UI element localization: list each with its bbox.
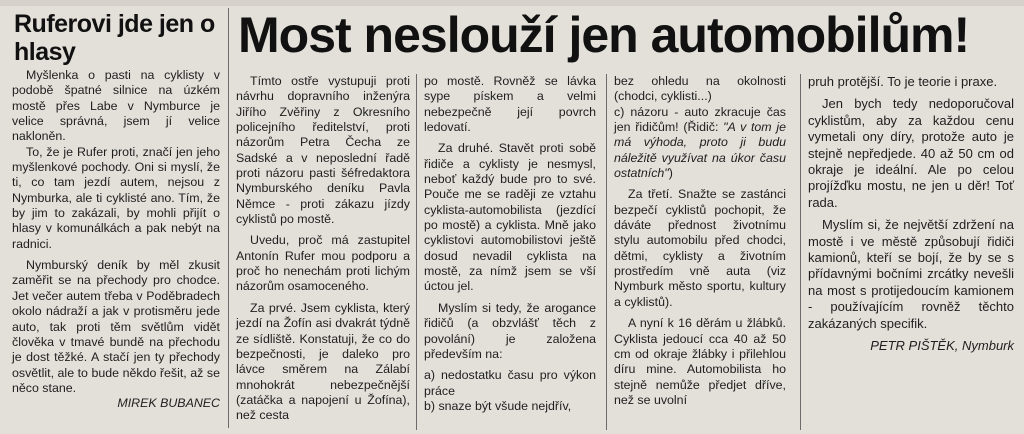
paragraph: To, že je Rufer proti, značí jen jeho myšlenkové pochody. Oni si myslí, že ti, co tam jezdí autem, nejsou z Nymburka, ale ti cyklisté ano. Tím, že by jim to zakázali, by mohli přijít o hlasy v komunálkách a pak nebýt na radnici. [12,144,220,251]
paragraph: Myšlenka o pasti na cyklisty v podobě špatné silnice na úzkém mostě přes Labe v Nymburce je velice správná, jsem jí velice nakloněn. [12,68,220,144]
left-article-signature: MIREK BUBANEC [117,396,220,411]
paragraph: Nymburský deník by měl zkusit zaměřit se na přechody pro chodce. Jet večer autem třeba v Poděbradech okolo nádraží a jak v protisměru jede auto, tak proti těm světlům vidět člověka v tmavé bundě na přechodu je dost těžké. A stačí jen ty přechody osvětlit, ale to bude někdo řešit, až se něco stane. [12,258,220,395]
driver-quote: "A v tom je má výhoda, proto ji budu náležitě využívat na úkor času ostatních" [614,120,786,181]
paragraph: Jen bych tedy nedoporučoval cyklistům, aby za každou cenu vymetali ony díry, protože auto je stejně nepředjede. 40 až 50 cm od okraje je ideální. Ale po celou projížďku mostu, ne jen u děr! Toť rada. [808,96,1014,210]
main-article-column-1 [236,74,410,424]
list-item: b) snaze být všude nejdřív, [424,398,572,413]
paragraph: Za třetí. Snažte se zastánci bezpečí cyklistů pochopit, že dáváte přednost životnímu stylu automobilu před chodci, dětmi, cyklisty a životním prostředím vně auta (viz Nymburk město sportu, kultury a cyklistů). [614,187,786,309]
left-article-body [12,68,220,412]
column-divider [800,74,801,430]
paragraph: po mostě. Rovněž se lávka sype pískem a velmi nebezpečně její povrch ledovatí. [424,74,596,135]
list-item-quote [614,105,786,182]
paragraph: pruh protější. To je teorie i praxe. [808,74,998,89]
column-divider [416,74,417,430]
list-item: a) nedostatku času pro výkon práce [424,368,596,398]
paragraph: A nyní k 16 děrám u žlábků. Cyklista jedoucí cca 40 až 50 cm od okraje žlábky i přilehlou díru mine. Automobilista ho stejně nemůže předjet dříve, než se uvolní [614,316,786,407]
left-article-headline: Ruferovi jde jen o hlasy [14,10,215,66]
paragraph: bez ohledu na okolnosti (chodci, cyklisti...) [614,74,786,104]
main-article-column-2 [424,74,596,414]
main-article-column-4 [808,74,1014,355]
paragraph: Uvedu, proč má zastupitel Antonín Rufer mou podporu a proč ho nenechám proti lichým názorům osamoceného. [236,233,410,294]
main-article-signature: PETR PIŠTĚK, Nymburk [870,338,1014,354]
main-article-headline: Most neslouží jen automobilům! [238,7,970,63]
column-divider [606,74,607,430]
main-article-column-3 [614,74,786,408]
paragraph: Myslím si tedy, že arogance řidičů (a obzvlášť těch z povolání) je založena především na: [424,300,596,361]
column-divider [228,8,229,428]
list-item-prefix: c) názoru - auto zkracuje čas jen řidičům! (Řidič: [614,104,786,135]
paragraph: Za prvé. Jsem cyklista, který jezdí na Žofín asi dvakrát týdně ze sídliště. Konstatuji, že co do bezpečnosti, je daleko pro lávce směrem na Zálabí mnohokrát nebezpečnější (zatáčka a napojení u Žofína), než cesta [236,300,410,423]
paragraph: Myslím si, že největší zdržení na mostě i ve městě způsobují řidiči kamionů, kteří se bojí, že by se s přídavnými bočními zrcátky nevešli na most s protijedoucím kamionem - používajícím rovněž těchto zakázaných specifik. [808,217,1014,331]
list-item-suffix: ) [668,166,673,181]
paragraph: Tímto ostře vystupuji proti návrhu dopravního inženýra Jiřího Zvěřiny z Okresního policejního ředitelství, proti názorům Petra Čecha ze Sadské a v neposlední řadě proti názoru pasti šéfredaktora Nymburského deníku Pavla Němce - proti zákazu jízdy cyklistů po mostě. [236,74,410,227]
paragraph: Za druhé. Stavět proti sobě řidiče a cyklisty je nesmysl, neboť každý bude pro to své. Pouče me se raději ze vztahu cyklista-automobilista (jezdící po mostě) a cyklista. Mně jako cyklistovi automobilistovi ještě dosud nevadil cyklista na mostě, za nímž jsem se vší úctou jel. [424,141,596,294]
